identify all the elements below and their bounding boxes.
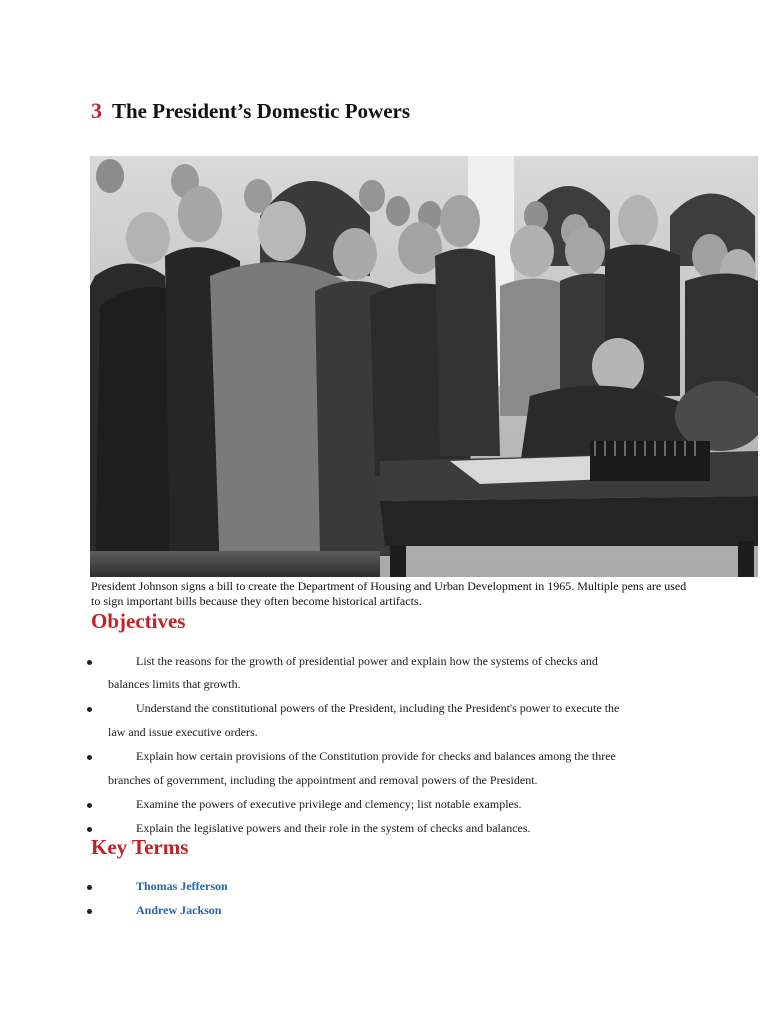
- key-terms-heading: Key Terms: [91, 835, 189, 859]
- objectives-heading: Objectives: [91, 609, 186, 633]
- bullet-icon: [87, 827, 92, 832]
- key-term-link[interactable]: Andrew Jackson: [136, 903, 222, 917]
- photo-caption: President Johnson signs a bill to create the Department of Housing and Urban Development in 1965. Multiple pens are used to sign important bills because they often become historical artifacts.: [91, 579, 687, 608]
- bullet-icon: [87, 803, 92, 808]
- section-title: [91, 98, 410, 128]
- list-item-text-continued: branches of government, including the appointment and removal powers of the President.: [108, 773, 538, 787]
- bullet-icon: [87, 707, 92, 712]
- list-item-text-continued: law and issue executive orders.: [108, 725, 258, 739]
- list-item-text: Understand the constitutional powers of the President, including the President's power to execute the: [136, 701, 620, 715]
- bullet-icon: [87, 660, 92, 665]
- list-item-text: Explain how certain provisions of the Constitution provide for checks and balances among the three: [136, 749, 616, 763]
- bullet-icon: [87, 909, 92, 914]
- list-item-text: Examine the powers of executive privilege and clemency; list notable examples.: [136, 797, 522, 811]
- section-title-text: The President’s Domestic Powers: [112, 99, 411, 123]
- list-item-text: Explain the legislative powers and their role in the system of checks and balances.: [136, 821, 531, 835]
- bullet-icon: [87, 755, 92, 760]
- list-item-text-continued: balances limits that growth.: [108, 677, 241, 691]
- list-item-text: List the reasons for the growth of presidential power and explain how the systems of checks and: [136, 654, 598, 668]
- bill-signing-photo: [90, 156, 758, 577]
- bullet-icon: [87, 885, 92, 890]
- section-number: 3: [91, 98, 102, 123]
- key-term-link[interactable]: Thomas Jefferson: [136, 879, 228, 893]
